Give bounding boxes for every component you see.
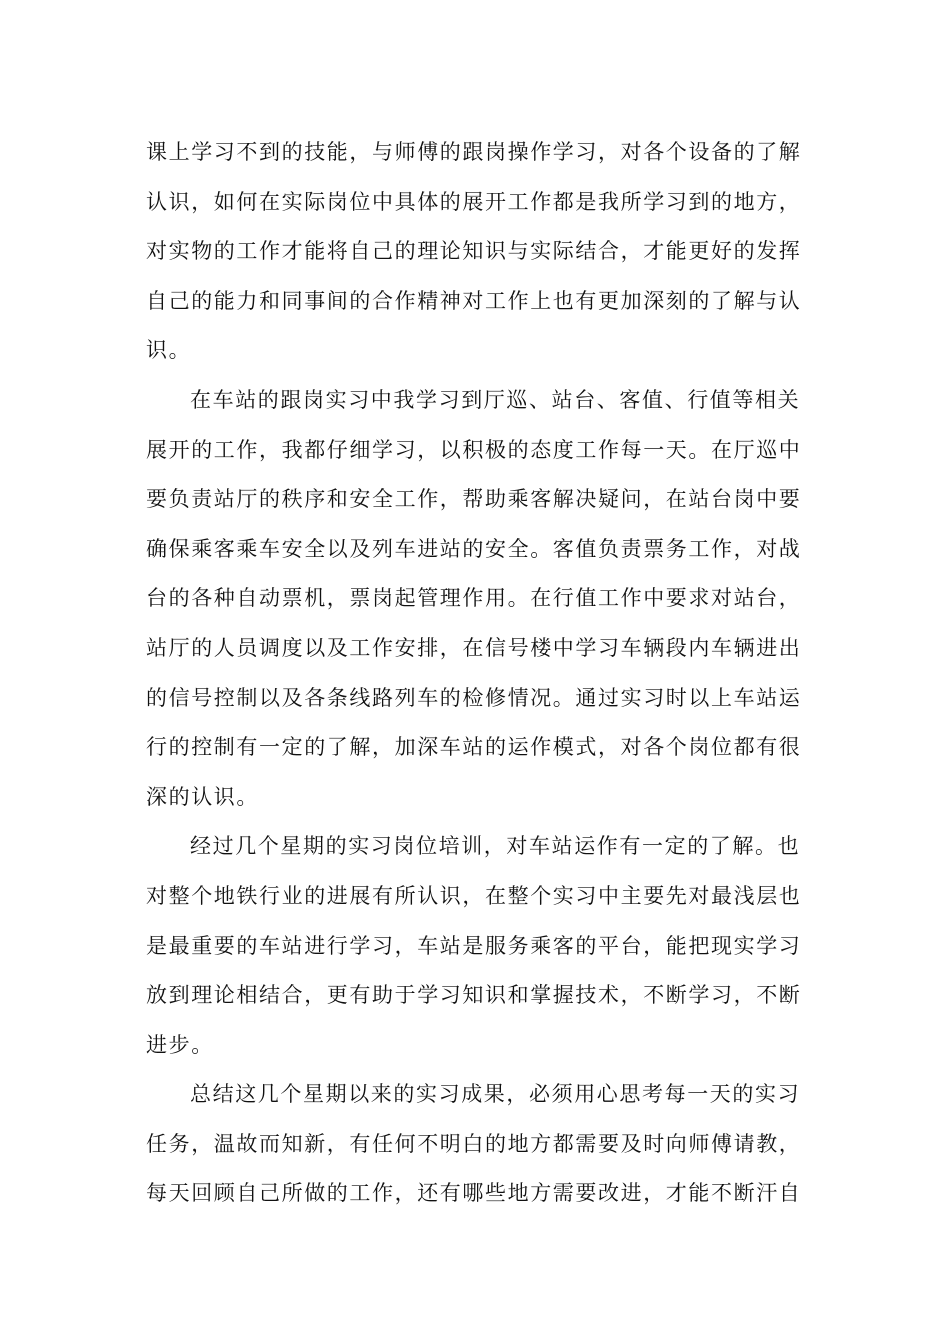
paragraph-4: [146, 1070, 806, 1219]
text-line: 台的各种自动票机，票岗起管理作用。在行值工作中要求对站台，: [146, 586, 802, 611]
text-line: 站厅的人员调度以及工作安排，在信号楼中学习车辆段内车辆进出: [146, 635, 802, 660]
text-line: 总结这几个星期以来的实习成果，必须用心思考每一天的实习: [190, 1082, 801, 1107]
text-line: 的信号控制以及各条线路列车的检修情况。通过实习时以上车站运: [146, 685, 802, 710]
paragraph-1: [146, 128, 806, 376]
text-line: 确保乘客乘车安全以及列车进站的安全。客值负责票务工作，对战: [146, 536, 802, 561]
paragraph-3: [146, 822, 806, 1070]
text-line: 深的认识。: [146, 784, 259, 809]
text-line: 任务，温故而知新，有任何不明白的地方都需要及时向师傅请教，: [146, 1131, 802, 1156]
text-line: 识。: [146, 338, 192, 363]
text-line: 自己的能力和同事间的合作精神对工作上也有更加深刻的了解与认: [146, 288, 802, 313]
text-line: 对整个地铁行业的进展有所认识，在整个实习中主要先对最浅层也: [146, 883, 802, 908]
text-line: 进步。: [146, 1032, 214, 1057]
text-line: 每天回顾自己所做的工作，还有哪些地方需要改进，才能不断汗自: [146, 1181, 802, 1206]
text-line: 要负责站厅的秩序和安全工作，帮助乘客解决疑问，在站台岗中要: [146, 487, 802, 512]
text-line: 经过几个星期的实习岗位培训，对车站运作有一定的了解。也: [190, 834, 801, 859]
text-line: 对实物的工作才能将自己的理论知识与实际结合，才能更好的发挥: [146, 239, 802, 264]
text-line: 认识，如何在实际岗位中具体的展开工作都是我所学习到的地方，: [146, 189, 802, 214]
text-line: 课上学习不到的技能，与师傅的跟岗操作学习，对各个设备的了解: [146, 140, 802, 164]
text-line: 是最重要的车站进行学习，车站是服务乘客的平台，能把现实学习: [146, 933, 802, 958]
text-line: 行的控制有一定的了解，加深车站的运作模式，对各个岗位都有很: [146, 735, 802, 760]
text-line: 展开的工作，我都仔细学习，以积极的态度工作每一天。在厅巡中: [146, 437, 802, 462]
paragraph-2: [146, 376, 806, 822]
text-line: 放到理论相结合，更有助于学习知识和掌握技术，不断学习，不断: [146, 983, 802, 1008]
document-body: [146, 128, 806, 1219]
text-line: 在车站的跟岗实习中我学习到厅巡、站台、客值、行值等相关: [190, 387, 801, 412]
